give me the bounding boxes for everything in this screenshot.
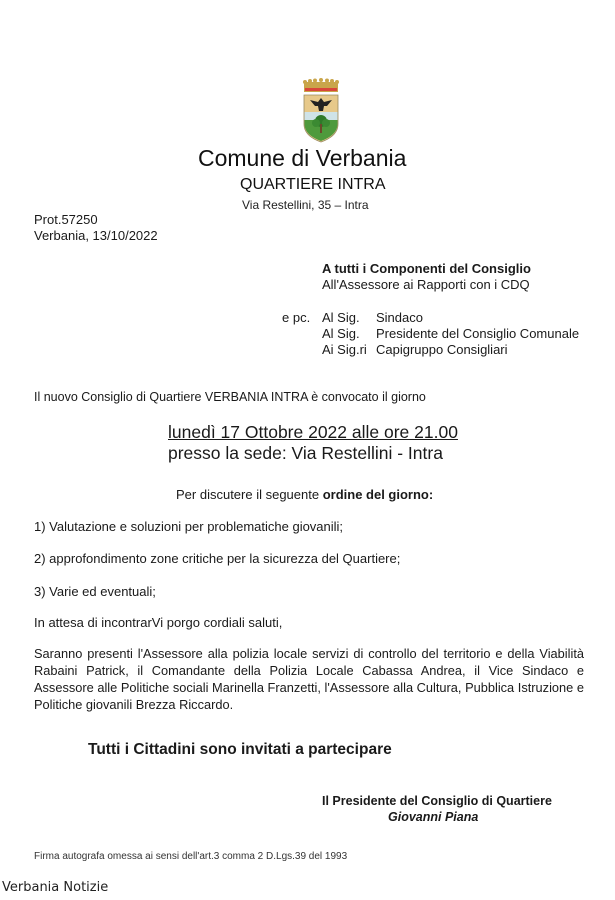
municipality-title: Comune di Verbania [198, 145, 407, 171]
cc-item: Al Sig. Sindaco [322, 310, 423, 325]
signature-footnote: Firma autografa omessa ai sensi dell'art.3 comma 2 D.Lgs.39 del 1993 [34, 851, 348, 862]
agenda-heading: Per discutere il seguente ordine del giorno: [176, 487, 434, 502]
meeting-location: presso la sede: Via Restellini - Intra [168, 443, 443, 463]
recipient-secondary: All'Assessore ai Rapporti con i CDQ [322, 277, 530, 292]
place-date: Verbania, 13/10/2022 [34, 228, 158, 243]
convocation-intro: Il nuovo Consiglio di Quartiere VERBANIA INTRA è convocato il giorno [34, 390, 426, 404]
cc-item: Al Sig. Presidente del Consiglio Comunale [322, 326, 580, 341]
meeting-datetime: lunedì 17 Ottobre 2022 alle ore 21.00 [168, 422, 458, 442]
attendees-paragraph: Saranno presenti l'Assessore alla polizia locale servizi di controllo del territorio e della Viabilità Rabaini Patrick, il Comandante della Polizia Locale Cabassa Andrea, il Vice Sindaco e Assessore alle Politiche sociali Marinella Franzetti, l'Assessore alla Cultura, Pubblica Istruzione e Politiche giovanili Brezza Riccardo. [34, 646, 584, 712]
recipients-block [322, 261, 531, 293]
district-address: Via Restellini, 35 – Intra [242, 198, 369, 212]
coat-of-arms-icon [296, 76, 346, 144]
citizens-invitation: Tutti i Cittadini sono invitati a partecipare [88, 741, 392, 758]
protocol-block [34, 212, 158, 244]
source-watermark: Verbania Notizie [2, 880, 109, 895]
recipient-main: A tutti i Componenti del Consiglio [322, 261, 531, 276]
protocol-number: Prot.57250 [34, 212, 98, 227]
agenda-item: 2) approfondimento zone critiche per la sicurezza del Quartiere; [34, 551, 401, 566]
agenda-item: 3) Varie ed eventuali; [34, 584, 156, 599]
cc-item: Ai Sig.ri Capigruppo Consigliari [322, 342, 508, 357]
signatory-role: Il Presidente del Consiglio di Quartiere [322, 794, 552, 808]
agenda-item: 1) Valutazione e soluzioni per problematiche giovanili; [34, 519, 344, 534]
closing-salutation: In attesa di incontrarVi porgo cordiali saluti, [34, 615, 283, 630]
signatory-name: Giovanni Piana [388, 810, 479, 824]
district-subtitle: QUARTIERE INTRA [240, 176, 386, 193]
meeting-details [168, 422, 458, 464]
cc-list [322, 310, 579, 358]
agenda-heading-bold: ordine del giorno: [322, 487, 434, 502]
cc-label: e pc. [282, 310, 311, 325]
